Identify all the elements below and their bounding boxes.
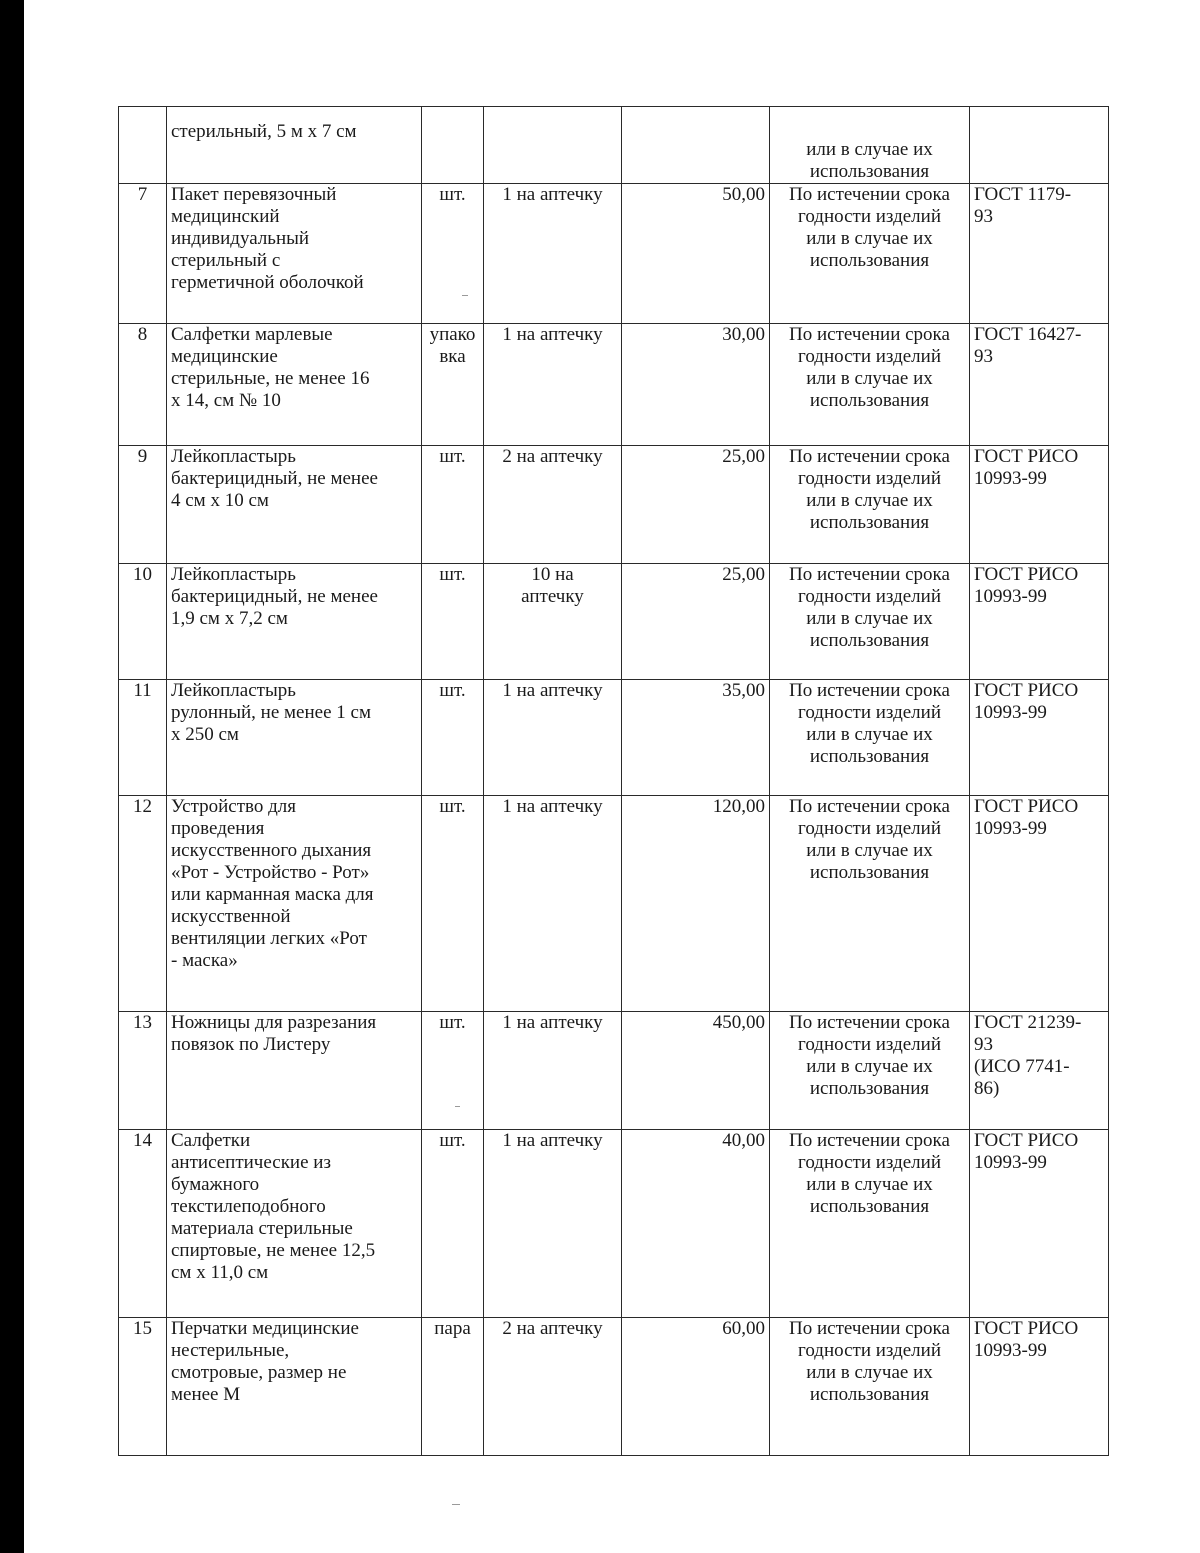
cell-standard: ГОСТ РИСО 10993-99 [970, 796, 1109, 1012]
cell-row-number: 7 [119, 184, 167, 324]
cell-quantity: 10 на аптечку [484, 564, 622, 680]
cell-row-number: 14 [119, 1130, 167, 1318]
medical-kit-table [118, 106, 1109, 1456]
scan-speck [455, 1106, 460, 1107]
cell-row-number: 11 [119, 680, 167, 796]
cell-quantity: 1 на аптечку [484, 680, 622, 796]
cell-replacement-term: По истечении срока годности изделий или в случае их использования [770, 1012, 970, 1130]
cell-standard: ГОСТ РИСО 10993-99 [970, 564, 1109, 680]
table-row [119, 1130, 1109, 1318]
scan-speck [452, 1504, 460, 1505]
cell-row-number: 10 [119, 564, 167, 680]
cell-quantity: 1 на аптечку [484, 1012, 622, 1130]
cell-replacement-term: По истечении срока годности изделий или в случае их использования [770, 796, 970, 1012]
table-row [119, 564, 1109, 680]
cell-replacement-term: По истечении срока годности изделий или в случае их использования [770, 446, 970, 564]
table-row [119, 680, 1109, 796]
cell-replacement-term: По истечении срока годности изделий или в случае их использования [770, 564, 970, 680]
cell-unit: шт. [422, 564, 484, 680]
cell-replacement-term: По истечении срока годности изделий или в случае их использования [770, 1130, 970, 1318]
table-row [119, 1318, 1109, 1456]
cell-quantity: 2 на аптечку [484, 1318, 622, 1456]
cell-price: 30,00 [622, 324, 770, 446]
cell-item-name: Лейкопластырь бактерицидный, не менее 4 см х 10 см [167, 446, 422, 564]
table-row [119, 796, 1109, 1012]
table-body [119, 107, 1109, 1456]
table-row [119, 446, 1109, 564]
cell-price: 25,00 [622, 564, 770, 680]
cell-quantity: 1 на аптечку [484, 324, 622, 446]
cell-unit: шт. [422, 680, 484, 796]
cell-price: 50,00 [622, 184, 770, 324]
cell-standard [970, 107, 1109, 184]
cell-row-number: 15 [119, 1318, 167, 1456]
cell-standard: ГОСТ РИСО 10993-99 [970, 680, 1109, 796]
cell-price: 40,00 [622, 1130, 770, 1318]
scan-speck [462, 295, 468, 296]
table-row [119, 184, 1109, 324]
cell-item-name: Ножницы для разрезания повязок по Листеру [167, 1012, 422, 1130]
cell-price: 120,00 [622, 796, 770, 1012]
cell-replacement-term: По истечении срока годности изделий или в случае их использования [770, 324, 970, 446]
table-row [119, 107, 1109, 184]
cell-unit: шт. [422, 446, 484, 564]
cell-row-number: 9 [119, 446, 167, 564]
cell-quantity: 1 на аптечку [484, 184, 622, 324]
cell-unit: шт. [422, 796, 484, 1012]
cell-price: 35,00 [622, 680, 770, 796]
cell-price: 450,00 [622, 1012, 770, 1130]
cell-item-name: Пакет перевязочный медицинский индивидуальный стерильный с герметичной оболочкой [167, 184, 422, 324]
table-row [119, 1012, 1109, 1130]
cell-item-name: Устройство для проведения искусственного дыхания «Рот - Устройство - Рот» или карманная маска для искусственной вентиляции легких «Рот - маска» [167, 796, 422, 1012]
cell-quantity: 1 на аптечку [484, 1130, 622, 1318]
cell-replacement-term: По истечении срока годности изделий или в случае их использования [770, 1318, 970, 1456]
cell-price: 25,00 [622, 446, 770, 564]
cell-standard: ГОСТ 16427- 93 [970, 324, 1109, 446]
cell-unit [422, 107, 484, 184]
cell-standard: ГОСТ 1179- 93 [970, 184, 1109, 324]
cell-replacement-term: По истечении срока годности изделий или в случае их использования [770, 680, 970, 796]
cell-standard: ГОСТ 21239- 93 (ИСО 7741- 86) [970, 1012, 1109, 1130]
cell-item-name: Лейкопластырь бактерицидный, не менее 1,9 см х 7,2 см [167, 564, 422, 680]
cell-replacement-term: или в случае их использования [770, 107, 970, 184]
cell-quantity: 2 на аптечку [484, 446, 622, 564]
cell-unit: упако вка [422, 324, 484, 446]
table-row [119, 324, 1109, 446]
cell-unit: шт. [422, 1130, 484, 1318]
cell-row-number: 13 [119, 1012, 167, 1130]
cell-price [622, 107, 770, 184]
cell-standard: ГОСТ РИСО 10993-99 [970, 1318, 1109, 1456]
cell-item-name: стерильный, 5 м х 7 см [167, 107, 422, 184]
cell-standard: ГОСТ РИСО 10993-99 [970, 446, 1109, 564]
cell-quantity: 1 на аптечку [484, 796, 622, 1012]
cell-price: 60,00 [622, 1318, 770, 1456]
cell-item-name: Салфетки антисептические из бумажного текстилеподобного материала стерильные спиртовые, не менее 12,5 см х 11,0 см [167, 1130, 422, 1318]
cell-row-number: 8 [119, 324, 167, 446]
cell-standard: ГОСТ РИСО 10993-99 [970, 1130, 1109, 1318]
cell-item-name: Перчатки медицинские нестерильные, смотровые, размер не менее М [167, 1318, 422, 1456]
cell-item-name: Лейкопластырь рулонный, не менее 1 см х 250 см [167, 680, 422, 796]
cell-replacement-term: По истечении срока годности изделий или в случае их использования [770, 184, 970, 324]
cell-row-number: 12 [119, 796, 167, 1012]
cell-item-name: Салфетки марлевые медицинские стерильные, не менее 16 х 14, см № 10 [167, 324, 422, 446]
cell-unit: пара [422, 1318, 484, 1456]
cell-row-number [119, 107, 167, 184]
cell-unit: шт. [422, 184, 484, 324]
scan-edge [0, 0, 24, 1553]
cell-unit: шт. [422, 1012, 484, 1130]
cell-quantity [484, 107, 622, 184]
